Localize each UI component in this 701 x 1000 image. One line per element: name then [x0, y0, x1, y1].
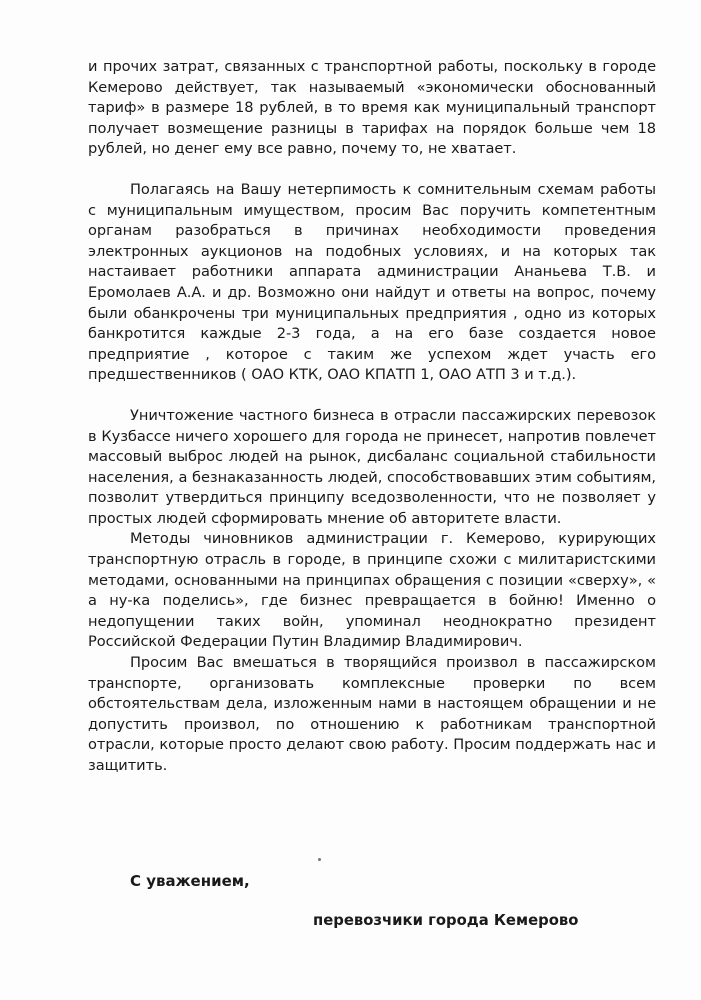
- scan-speck: [318, 858, 321, 861]
- paragraph-1: и прочих затрат, связанных с транспортной работы, поскольку в городе Кемерово действует, так называемый «экономически обоснованный тариф» в размере 18 рублей, в то время как муниципальный транспорт получает возмещение разницы в тарифах на порядок больше чем 18 рублей, но денег ему все равно, почему то, не хватает.: [88, 58, 656, 158]
- paragraph-3: Уничтожение частного бизнеса в отрасли пассажирских перевозок в Кузбассе ничего хорошего для города не принесет, напротив повлечет массовый выброс людей на рынок, дисбаланс социальной стабильности населения, а безнаказанность людей, способствовавших этим событиям, позволит утвердиться принципу вседозволенности, что не позволяет у простых людей сформировать мнение об авторитете власти.: [88, 406, 656, 527]
- paragraph-5: Просим Вас вмешаться в творящийся произвол в пассажирском транспорте, организовать комплексные проверки по всем обстоятельствам дела, изложенным нами в настоящем обращении и не допустить произвол, по отношению к работникам транспортной отрасли, которые просто делают свою работу. Просим поддержать нас и защитить.: [88, 654, 656, 774]
- closing-salutation: С уважением,: [130, 872, 250, 890]
- signature-line: перевозчики города Кемерово: [313, 912, 579, 929]
- paragraph-2: Полагаясь на Вашу нетерпимость к сомнительным схемам работы с муниципальным имуществом, просим Вас поручить компетентным органам разобраться в причинах необходимости проведения электронных аукционов на подобных условиях, и на которых так настаивает работники аппарата администрации Ананьева Т.В. и Еромолаев А.А. и др. Возможно они найдут и ответы на вопрос, почему были обанкрочены три муниципальных предприятия , одно из которых банкротится каждые 2-3 года, а на его базе создается новое предприятие , которое с таким же успехом ждет участь его предшественников ( ОАО КТК, ОАО КПАТП 1, ОАО АТП 3 и т.д.).: [88, 180, 656, 384]
- paragraph-4: Методы чиновников администрации г. Кемерово, курирующих транспортную отрасль в городе, в принципе схожи с милитаристскими методами, основанными на принципах обращения с позиции «сверху», « а ну-ка поделись», где бизнес превращается в бойню! Именно о недопущении таких войн, упоминал неоднократно президент Российской Федерации Путин Владимир Владимирович.: [88, 530, 656, 651]
- letter-body: [88, 57, 656, 777]
